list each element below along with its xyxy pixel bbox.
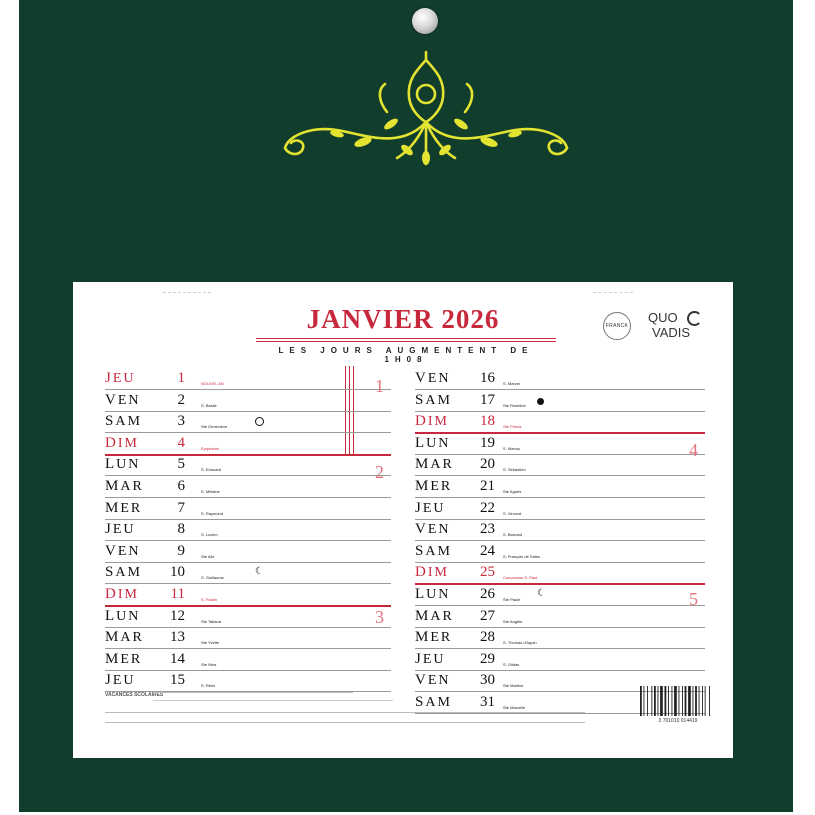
- day-number: 1: [177, 370, 185, 386]
- day-of-week: VEN: [415, 370, 451, 386]
- day-row: [105, 562, 391, 584]
- day-row: [105, 627, 391, 649]
- day-number: 26: [480, 586, 495, 602]
- title-rule: [256, 338, 556, 339]
- saint-name: Ste Alix: [201, 553, 215, 559]
- barcode-bar: [660, 686, 663, 716]
- perforation-mark: [163, 292, 211, 293]
- saint-name: S. Edouard: [201, 467, 222, 473]
- saint-name: S. Rémi: [201, 683, 216, 689]
- day-of-week: DIM: [105, 434, 139, 451]
- day-number: 18: [480, 413, 495, 430]
- day-row: [415, 649, 705, 671]
- day-of-week: MAR: [415, 456, 454, 473]
- saint-name: S. Thomas d'Aquin: [503, 640, 537, 646]
- day-row: [105, 476, 391, 498]
- day-of-week: LUN: [105, 456, 141, 473]
- saint-name: S. Basile: [201, 402, 217, 408]
- day-number: 25: [480, 564, 495, 581]
- saint-name: S. Marcel: [503, 381, 520, 386]
- day-row: [105, 433, 391, 456]
- saint-name: Ste Nina: [201, 661, 217, 667]
- day-of-week: JEU: [105, 521, 136, 538]
- day-row: [415, 541, 705, 563]
- day-of-week: MAR: [105, 629, 144, 646]
- day-number: 23: [480, 521, 495, 538]
- saint-name: S. Marius: [503, 445, 520, 451]
- day-row: [105, 670, 391, 692]
- day-number: 11: [170, 586, 185, 602]
- barcode-bar: [640, 686, 642, 716]
- barcode-bar: [685, 686, 687, 716]
- day-of-week: VEN: [415, 521, 451, 538]
- brand-line-1: QUO: [648, 310, 678, 325]
- day-of-week: SAM: [415, 694, 452, 710]
- barcode-bar: [651, 686, 652, 716]
- barcode-bar: [693, 686, 694, 716]
- day-number: 31: [480, 694, 495, 710]
- barcode-bar: [654, 686, 656, 716]
- saint-name: Epiphanie: [201, 445, 219, 451]
- day-number: 27: [480, 607, 495, 624]
- barcode-bar: [695, 686, 697, 716]
- barcode-bar: [679, 686, 680, 716]
- barcode-bar: [668, 686, 669, 716]
- day-row: [415, 562, 705, 585]
- day-row: [105, 519, 391, 541]
- day-row: [415, 454, 705, 476]
- saint-name: Ste Geneviève: [201, 424, 228, 430]
- saint-name: S. Guillaume: [201, 575, 224, 581]
- day-row: [415, 368, 705, 390]
- day-number: 28: [480, 629, 495, 646]
- calendar-sheet: [73, 282, 733, 758]
- day-row: [105, 368, 391, 390]
- day-of-week: VEN: [105, 542, 141, 559]
- barcode-bar: [658, 686, 659, 716]
- saint-name: NOUVEL AN: [201, 381, 224, 386]
- day-number: 16: [480, 370, 495, 386]
- day-of-week: JEU: [415, 650, 446, 667]
- barcode-bar: [702, 686, 703, 716]
- day-row: [415, 433, 705, 455]
- day-number: 19: [480, 434, 495, 451]
- day-number: 3: [177, 413, 185, 430]
- day-of-week: VEN: [415, 672, 451, 689]
- day-number: 30: [480, 672, 495, 689]
- day-number: 4: [177, 434, 185, 451]
- day-number: 12: [170, 607, 185, 624]
- week-number: 3: [375, 607, 384, 627]
- day-of-week: JEU: [105, 672, 136, 689]
- barcode-bar: [674, 686, 677, 716]
- barcode-bar: [705, 686, 706, 716]
- day-number: 6: [177, 478, 185, 494]
- saint-name: S. Mélaine: [201, 489, 220, 494]
- day-row: [105, 606, 391, 628]
- day-of-week: JEU: [415, 499, 446, 516]
- day-row: [415, 411, 705, 434]
- saint-name: Ste Martine: [503, 683, 524, 689]
- daylight-subtitle: LES JOURS AUGMENTENT DE 1H08: [278, 346, 534, 364]
- day-number: 17: [480, 391, 495, 408]
- day-of-week: LUN: [415, 586, 451, 602]
- saint-name: Ste Angèle: [503, 618, 523, 624]
- footer-fine-print: [105, 722, 585, 726]
- title-rule: [256, 341, 556, 342]
- day-number: 9: [177, 542, 185, 559]
- day-number: 10: [170, 564, 185, 581]
- saint-name: Ste Roseline: [503, 402, 526, 408]
- perforation-mark: [593, 292, 633, 293]
- day-of-week: LUN: [415, 434, 451, 451]
- saint-name: Ste Paule: [503, 597, 521, 602]
- day-of-week: SAM: [105, 564, 142, 581]
- publisher-name: VACANCES SCOLAIRES: [105, 692, 164, 698]
- day-row: [415, 390, 705, 412]
- day-row: [105, 498, 391, 520]
- saint-name: S. Vincent: [503, 510, 522, 516]
- saint-name: Ste Prisca: [503, 424, 522, 430]
- week-number: 4: [689, 440, 698, 460]
- saint-name: S. Sébastien: [503, 467, 526, 473]
- week-number: 1: [375, 376, 384, 396]
- week-number: 2: [375, 462, 384, 482]
- day-row: [105, 584, 391, 607]
- month-title: JANVIER 2026: [306, 304, 500, 334]
- day-number: 8: [177, 521, 185, 538]
- saint-name: Ste Marcelle: [503, 705, 526, 710]
- day-row: [105, 454, 391, 476]
- day-number: 15: [170, 672, 185, 689]
- saint-name: Ste Tatiana: [201, 618, 221, 624]
- saint-name: S. Raymond: [201, 510, 224, 516]
- barcode-bar: [672, 686, 673, 716]
- day-row: [415, 476, 705, 498]
- day-number: 22: [480, 499, 495, 516]
- day-row: [105, 649, 391, 671]
- crescent-moon-icon: ☾: [537, 588, 546, 599]
- barcode-number: 3 701010 014419: [658, 718, 698, 724]
- day-row: [105, 390, 391, 412]
- day-number: 7: [177, 499, 185, 516]
- day-number: 2: [177, 391, 185, 408]
- barcode-bar: [682, 686, 683, 716]
- day-of-week: MER: [415, 478, 453, 494]
- day-of-week: DIM: [415, 564, 449, 581]
- footer-fine-print: [153, 692, 353, 696]
- barcode-icon: [639, 686, 717, 716]
- day-of-week: SAM: [105, 413, 142, 430]
- day-of-week: MER: [105, 650, 143, 667]
- barcode-bar: [665, 686, 667, 716]
- saint-name: Ste Agnès: [503, 489, 522, 494]
- day-row: [415, 498, 705, 520]
- new-moon-icon: [537, 398, 544, 405]
- day-row: [415, 627, 705, 649]
- franck-logo: FRANCK: [603, 312, 631, 340]
- day-row: [415, 584, 705, 606]
- full-moon-icon: [255, 417, 264, 426]
- day-of-week: MER: [415, 629, 453, 646]
- day-of-week: JEU: [105, 370, 136, 386]
- week-number: 5: [689, 589, 698, 609]
- saint-name: S. Paulin: [201, 597, 218, 602]
- day-number: 20: [480, 456, 495, 473]
- gold-ornament-icon: [267, 42, 585, 172]
- day-of-week: DIM: [105, 586, 139, 602]
- day-number: 13: [170, 629, 185, 646]
- day-number: 5: [177, 456, 185, 473]
- day-row: [415, 606, 705, 628]
- day-of-week: DIM: [415, 413, 449, 430]
- day-number: 14: [170, 650, 185, 667]
- saint-name: S. Gildas: [503, 661, 520, 667]
- saint-name: Ste Yvette: [201, 640, 220, 646]
- day-row: [105, 541, 391, 563]
- saint-name: S. Barnard: [503, 532, 523, 538]
- day-of-week: MAR: [105, 478, 144, 494]
- day-of-week: SAM: [415, 391, 452, 408]
- day-of-week: SAM: [415, 542, 452, 559]
- saint-name: Conversion S. Paul: [503, 575, 538, 581]
- day-of-week: LUN: [105, 607, 141, 624]
- day-of-week: MER: [105, 499, 143, 516]
- barcode-bar: [688, 686, 691, 716]
- crescent-moon-icon: ☾: [255, 566, 264, 578]
- hanging-eyelet: [412, 8, 438, 34]
- quo-vadis-logo: [648, 310, 708, 344]
- day-number: 29: [480, 650, 495, 667]
- day-number: 24: [480, 542, 495, 559]
- footer-fine-print: [105, 712, 585, 716]
- quo-vadis-mark-icon: [687, 311, 702, 326]
- footer-fine-print: [153, 700, 393, 704]
- saint-name: S. Lucien: [201, 532, 218, 538]
- day-of-week: MAR: [415, 607, 454, 624]
- day-number: 21: [480, 478, 495, 494]
- saint-name: S. François de Sales: [503, 553, 540, 559]
- barcode-bar: [709, 686, 710, 716]
- barcode-bar: [699, 686, 700, 716]
- brand-line-2: VADIS: [652, 325, 691, 340]
- day-row: [105, 411, 391, 433]
- barcode-bar: [647, 686, 648, 716]
- day-of-week: VEN: [105, 391, 141, 408]
- day-row: [415, 519, 705, 541]
- barcode-bar: [644, 686, 645, 716]
